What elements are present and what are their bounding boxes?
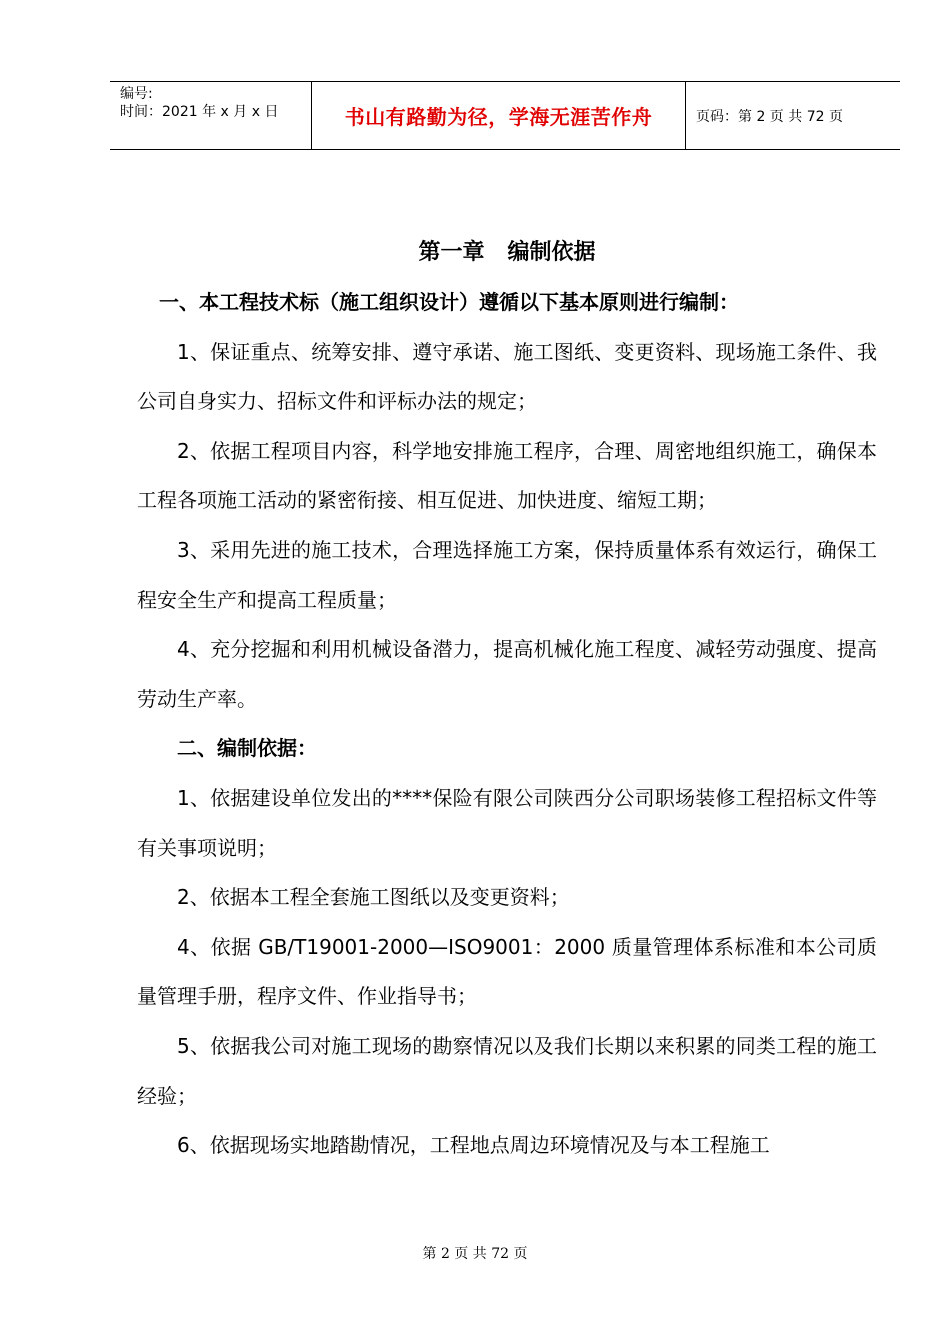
document-date-label: 时间：2021 年 x 月 x 日 [120,104,279,120]
section-heading-basis: 二、编制依据： [177,736,317,761]
header-page-info: 页码：第 2 页 共 72 页 [696,108,843,125]
basis-item: 4、依据 GB/T19001-2000—ISO9001：2000 质量管理体系标准和本公司质量管理手册，程序文件、作业指导书； [137,934,877,1009]
basis-item: 5、依据我公司对施工现场的勘察情况以及我们长期以来积累的同类工程的施工经验； [137,1033,877,1108]
page-header [110,81,900,150]
header-motto: 书山有路勤为径，学海无涯苦作舟 [344,105,653,129]
basis-item: 6、依据现场实地踏勘情况，工程地点周边环境情况及与本工程施工 [177,1133,770,1158]
chapter-title: 第一章 编制依据 [418,240,596,265]
basis-item: 1、依据建设单位发出的****保险有限公司陕西分公司职场装修工程招标文件等有关事项说明； [137,785,877,860]
header-motto-cell [312,82,686,149]
basis-item: 2、依据本工程全套施工图纸以及变更资料； [177,885,570,910]
document-body [137,228,877,1171]
principle-item: 3、采用先进的施工技术，合理选择施工方案，保持质量体系有效运行，确保工程安全生产和提高工程质量； [137,537,877,612]
principle-item: 1、保证重点、统筹安排、遵守承诺、施工图纸、变更资料、现场施工条件、我公司自身实力、招标文件和评标办法的规定； [137,339,877,414]
header-page-cell [686,82,900,149]
section-heading-principles: 一、本工程技术标（施工组织设计）遵循以下基本原则进行编制： [159,290,739,314]
principle-item: 4、充分挖掘和利用机械设备潜力，提高机械化施工程度、减轻劳动强度、提高劳动生产率。 [137,637,877,711]
header-meta-cell [110,82,312,149]
principle-item: 2、依据工程项目内容，科学地安排施工程序，合理、周密地组织施工，确保本工程各项施工活动的紧密衔接、相互促进、加快进度、缩短工期； [137,438,877,513]
page-footer: 第 2 页 共 72 页 [422,1246,528,1262]
document-number-label: 编号: [120,86,153,102]
